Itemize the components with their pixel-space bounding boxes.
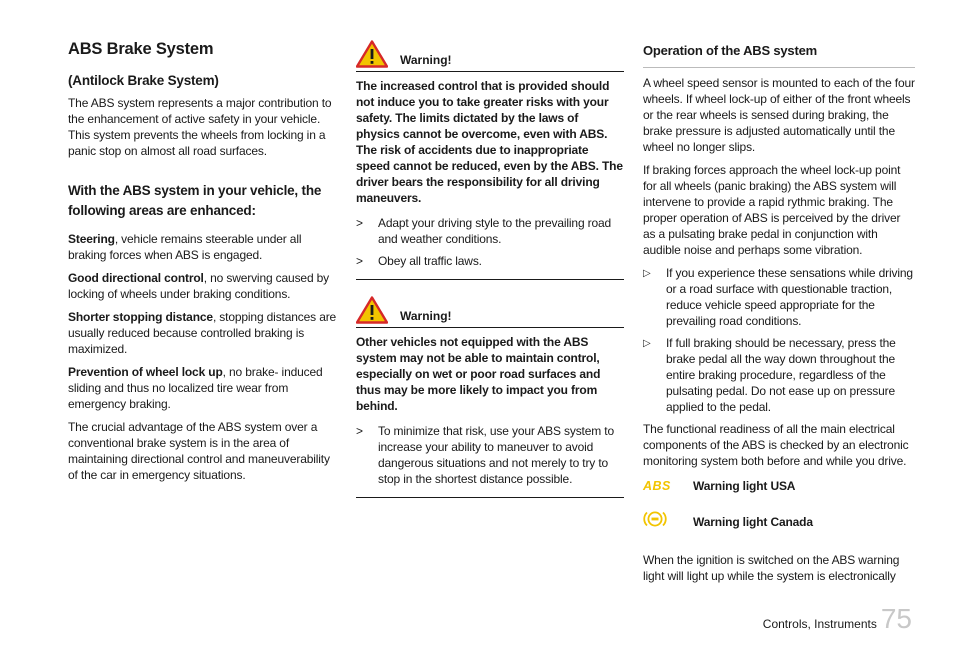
section-title: ABS Brake System (68, 40, 214, 58)
benefit-text: , vehicle remains steerable under all braking forces when ABS is engaged. (68, 232, 302, 262)
warning-label: Warning! (400, 309, 452, 323)
warning-light-canada-label: Warning light Canada (693, 514, 813, 529)
section-subtitle: (Antilock Brake System) (68, 73, 219, 88)
step-text: To minimize that risk, use your ABS system to increase your ability to maneuver to avoid dangerous situations and not merely to try to stop in the shortest distance possible. (378, 424, 614, 486)
warning-block-1 (356, 40, 624, 280)
list-item (356, 253, 624, 269)
benefit-steering (68, 231, 338, 263)
page-number: 75 (880, 603, 912, 634)
closing-paragraph: The crucial advantage of the ABS system over a conventional brake system is in the area of maintaining directional control and maneuverability of the car in emergency situations. (68, 420, 330, 482)
benefit-term: Steering (68, 232, 115, 246)
warning-steps (356, 215, 624, 269)
list-item (643, 265, 915, 329)
abs-usa-warning-icon (643, 477, 693, 495)
warning-body: The increased control that is provided should not induce you to take greater risks with your safety. The limits dictated by the laws of physics cannot be overcome, even with ABS. The risk of accidents due to inappropriate speed cannot be reduced, even by the ABS. The driver bears the responsibility for all driving maneuvers. (356, 79, 623, 205)
page-footer (763, 604, 912, 634)
operation-paragraph-2: If braking forces approach the wheel lock-up point for all wheels (panic braking) the ABS system will intervene to provide a rapid rythmic braking. The proper operation of ABS is perceived by the driver as a pulsating brake pedal in conjunction with audible noise and perhaps some vibration. (643, 163, 901, 257)
intro-paragraph: The ABS system represents a major contribution to the enhancement of active safety in your vehicle. This system prevents the wheels from locking in a panic stop on almost all road surfaces. (68, 96, 332, 158)
warning-block-2 (356, 296, 624, 498)
tip-text: If you experience these sensations while driving or a road surface with questionable traction, reduce vehicle speed appropriate for the prevailing road conditions. (666, 266, 913, 328)
list-item (356, 215, 624, 247)
operation-paragraph-4: When the ignition is switched on the ABS warning light will light up while the system is electronically (643, 553, 900, 583)
warning-header (356, 296, 624, 328)
benefit-text: , no brake- induced sliding and thus no localized tire wear from emergency braking. (68, 365, 323, 411)
abs-icon-text: ABS (643, 479, 671, 493)
warning-light-canada (643, 509, 915, 534)
warning-light-usa-label: Warning light USA (693, 479, 796, 493)
benefit-directional-control (68, 270, 338, 302)
warning-triangle-icon (356, 296, 388, 324)
step-marker: > (356, 254, 363, 268)
benefit-text: , no swerving caused by locking of wheels under braking conditions. (68, 271, 330, 301)
column-abs-intro (68, 40, 338, 490)
list-item (356, 423, 624, 487)
step-marker: > (356, 216, 363, 230)
warning-body: Other vehicles not equipped with the ABS system may not be able to maintain control, especially on wet or poor road surfaces and thus may be more likely to impact you from behind. (356, 335, 601, 413)
step-marker: > (356, 424, 363, 438)
column-abs-operation (643, 40, 915, 591)
benefit-term: Prevention of wheel lock up (68, 365, 223, 379)
warning-label: Warning! (400, 53, 452, 67)
section-name: Controls, Instruments (762, 617, 877, 631)
warning-light-usa (643, 477, 915, 495)
operation-paragraph-1: A wheel speed sensor is mounted to each of the four wheels. If wheel lock-up of either of the front wheels or the rear wheels is sensed during braking, the brake pressure is adjusted automatically until the wheel no longer slips. (643, 76, 915, 154)
warning-header (356, 40, 624, 72)
enhanced-heading: With the ABS system in your vehicle, the following areas are enhanced: (68, 183, 322, 218)
tip-marker-icon: ▷ (643, 338, 651, 349)
tip-marker-icon: ▷ (643, 268, 651, 279)
step-text: Adapt your driving style to the prevailing road and weather conditions. (378, 216, 612, 246)
warning-steps (356, 423, 624, 487)
list-item (643, 335, 915, 415)
step-text: Obey all traffic laws. (378, 254, 482, 268)
operation-paragraph-3: The functional readiness of all the main electrical components of the ABS is checked by an electronic monitoring system both before and while you drive. (643, 422, 909, 468)
abs-canada-warning-icon (643, 509, 693, 534)
benefit-term: Good directional control (68, 271, 204, 285)
benefit-wheel-lock (68, 364, 338, 412)
operation-tips (643, 265, 915, 415)
warning-triangle-icon (356, 40, 388, 68)
benefit-stopping-distance (68, 309, 338, 357)
operation-heading: Operation of the ABS system (643, 43, 915, 68)
benefit-term: Shorter stopping distance (68, 310, 213, 324)
column-warnings (356, 40, 624, 514)
tip-text: If full braking should be necessary, press the brake pedal all the way down throughout the entire braking procedure, regardless of the pulsating pedal. Do not ease up on pressure applied to the pedal. (666, 336, 896, 414)
benefit-text: , stopping distances are usually reduced because controlled braking is maximized. (68, 310, 337, 356)
